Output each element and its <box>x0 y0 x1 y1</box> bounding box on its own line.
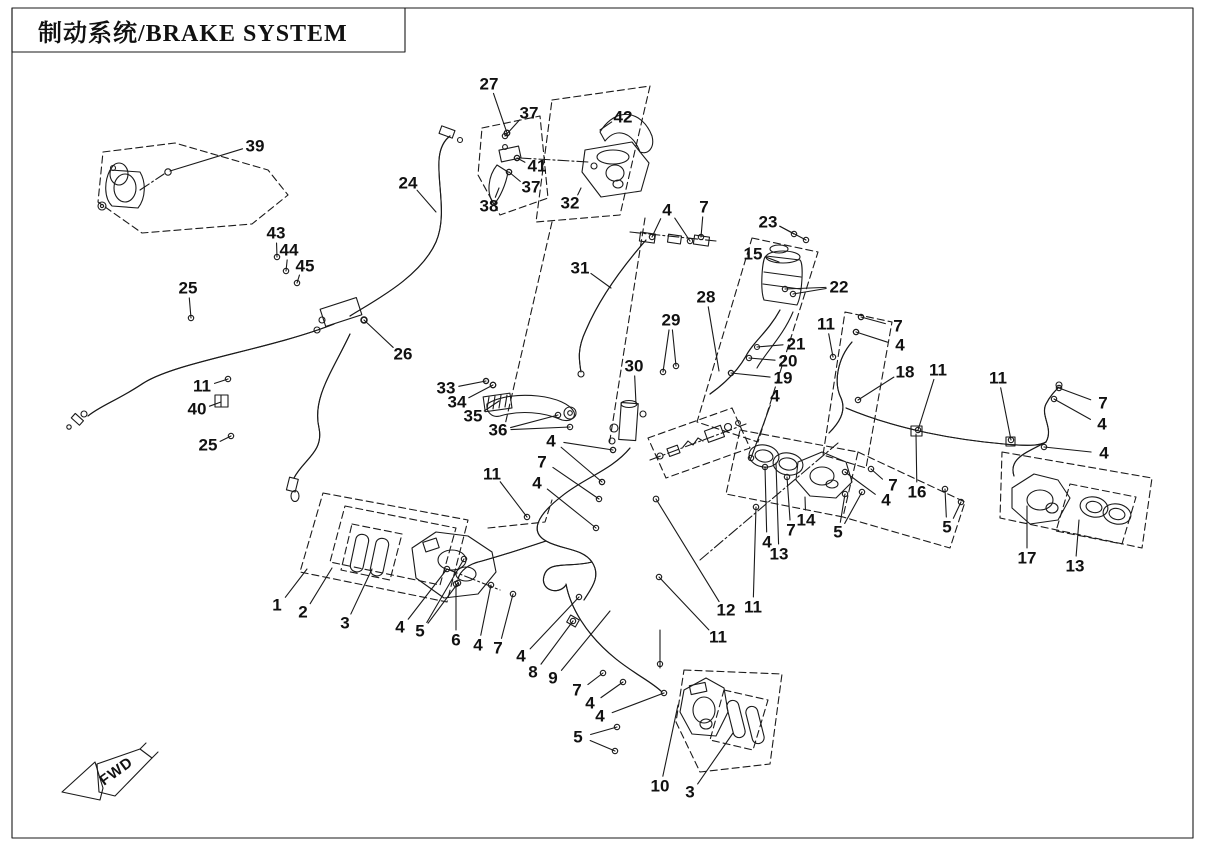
leader-line <box>591 273 611 288</box>
callout-26: 26 <box>393 344 413 364</box>
leader-line <box>672 330 676 366</box>
callout-33: 33 <box>436 378 456 398</box>
leader-line <box>553 467 599 499</box>
callout-7: 7 <box>699 197 709 217</box>
leader-line <box>600 122 612 130</box>
callout-4: 4 <box>532 473 542 493</box>
leader-line <box>364 320 393 347</box>
callout-2: 2 <box>298 602 308 622</box>
leader-line <box>493 93 507 133</box>
callout-21: 21 <box>786 334 806 354</box>
rear-master-cylinder-group <box>483 393 750 478</box>
leader-line <box>428 583 458 623</box>
leader-line <box>564 442 613 450</box>
leader-line <box>561 611 610 670</box>
leader-line <box>310 568 332 604</box>
callout-23: 23 <box>758 212 778 232</box>
leader-line <box>285 569 307 597</box>
callout-10: 10 <box>650 776 670 796</box>
callout-4: 4 <box>1099 443 1109 463</box>
callout-4: 4 <box>516 646 526 666</box>
callout-37: 37 <box>519 103 539 123</box>
callout-7: 7 <box>493 638 503 658</box>
callout-15: 15 <box>743 244 763 264</box>
callout-5: 5 <box>415 621 425 641</box>
fwd-arrow <box>62 743 158 800</box>
handlebar-master-cylinder-group <box>350 86 653 446</box>
leader-line <box>698 733 733 784</box>
hose-junction-group <box>67 298 367 502</box>
callout-41: 41 <box>527 156 547 176</box>
callout-29: 29 <box>661 310 681 330</box>
callout-27: 27 <box>479 74 499 94</box>
callout-11: 11 <box>989 368 1007 388</box>
leader-line <box>659 577 709 630</box>
callout-7: 7 <box>572 680 582 700</box>
leader-line <box>1076 520 1079 556</box>
callout-19: 19 <box>773 368 793 388</box>
leader-line <box>757 345 783 347</box>
callout-11: 11 <box>193 376 211 396</box>
callout-4: 4 <box>662 200 672 220</box>
callout-9: 9 <box>548 668 558 688</box>
leader-line <box>408 569 447 619</box>
leader-line <box>731 373 770 377</box>
leader-line <box>656 499 719 602</box>
callout-4: 4 <box>770 386 780 406</box>
leader-line <box>1044 447 1091 452</box>
leader-line <box>351 569 372 614</box>
callout-5: 5 <box>942 517 952 537</box>
callout-13: 13 <box>769 544 789 564</box>
callout-34: 34 <box>447 392 467 412</box>
leader-line <box>916 434 917 482</box>
callout-7: 7 <box>786 520 796 540</box>
leader-line <box>753 507 756 597</box>
leader-line <box>417 190 436 212</box>
rear-axle-caliper-group <box>726 312 1046 548</box>
leader-line <box>286 260 287 271</box>
callout-24: 24 <box>398 173 418 193</box>
callout-11: 11 <box>709 627 727 647</box>
callout-38: 38 <box>479 196 499 216</box>
callout-44: 44 <box>279 240 299 260</box>
callout-43: 43 <box>266 223 286 243</box>
callout-45: 45 <box>295 256 315 276</box>
hose-31-group <box>578 232 716 377</box>
bottom-caliper-group <box>657 627 782 772</box>
leader-line <box>511 427 570 430</box>
callout-7: 7 <box>537 452 547 472</box>
callout-4: 4 <box>1097 414 1107 434</box>
leader-line <box>663 330 669 372</box>
leader-line <box>612 693 664 713</box>
callout-28: 28 <box>696 287 716 307</box>
callout-12: 12 <box>716 600 736 620</box>
leader-line <box>708 307 719 371</box>
callout-17: 17 <box>1017 548 1037 568</box>
callout-18: 18 <box>895 362 915 382</box>
callout-7: 7 <box>1098 393 1108 413</box>
leader-line <box>459 381 486 386</box>
callout-42: 42 <box>613 107 633 127</box>
callout-40: 40 <box>187 399 207 419</box>
callout-36: 36 <box>488 420 508 440</box>
leader-line <box>481 585 491 635</box>
callout-11: 11 <box>483 464 501 484</box>
callout-16: 16 <box>907 482 927 502</box>
callout-4: 4 <box>895 335 905 355</box>
callout-8: 8 <box>528 662 538 682</box>
callout-1: 1 <box>272 595 282 615</box>
callout-22: 22 <box>829 277 849 297</box>
callout-7: 7 <box>893 316 903 336</box>
leader-line <box>541 621 573 664</box>
leader-line <box>547 489 596 528</box>
page-title: 制动系统/BRAKE SYSTEM <box>38 21 348 47</box>
callout-11: 11 <box>744 597 762 617</box>
leader-line <box>501 594 513 638</box>
leader-line <box>858 377 894 400</box>
callout-7: 7 <box>888 475 898 495</box>
callout-11: 11 <box>929 360 947 380</box>
callout-4: 4 <box>881 490 891 510</box>
callout-30: 30 <box>624 356 644 376</box>
leader-line <box>1001 388 1011 440</box>
callout-13: 13 <box>1065 556 1085 576</box>
leader-line <box>765 467 767 532</box>
fwd-label: FWD <box>96 753 137 790</box>
left-caliper-group <box>300 493 500 602</box>
callout-20: 20 <box>778 351 798 371</box>
leader-line <box>945 489 946 517</box>
callout-25: 25 <box>198 435 218 455</box>
callout-4: 4 <box>395 617 405 637</box>
leader-line <box>500 482 527 517</box>
leader-line <box>591 727 617 735</box>
leader-line <box>918 379 934 430</box>
callout-5: 5 <box>573 727 583 747</box>
callout-3: 3 <box>685 782 695 802</box>
callout-25: 25 <box>178 278 198 298</box>
callout-4: 4 <box>585 693 595 713</box>
leader-line <box>829 334 833 357</box>
part-39-group <box>98 143 288 233</box>
callout-4: 4 <box>546 431 556 451</box>
callout-31: 31 <box>570 258 590 278</box>
leader-line <box>1059 388 1091 400</box>
leader-line <box>780 226 806 240</box>
callout-4: 4 <box>473 635 483 655</box>
right-caliper-group <box>1000 382 1152 548</box>
leader-line <box>601 682 623 698</box>
callout-37: 37 <box>521 177 541 197</box>
callout-11: 11 <box>817 314 835 334</box>
callout-32: 32 <box>560 193 580 213</box>
leader-line <box>1054 399 1090 419</box>
callout-4: 4 <box>762 532 772 552</box>
callout-3: 3 <box>340 613 350 633</box>
leader-line <box>793 289 826 294</box>
callout-35: 35 <box>463 406 483 426</box>
callout-4: 4 <box>595 706 605 726</box>
callout-39: 39 <box>245 136 265 156</box>
leader-line <box>511 415 558 428</box>
callout-layer <box>170 75 1109 802</box>
leader-line <box>663 705 678 776</box>
callout-6: 6 <box>451 630 461 650</box>
leader-line <box>590 741 615 751</box>
callout-5: 5 <box>833 522 843 542</box>
leader-line <box>856 332 888 342</box>
center-hose-group <box>458 443 838 692</box>
leader-line <box>635 376 636 404</box>
callout-14: 14 <box>796 510 816 530</box>
